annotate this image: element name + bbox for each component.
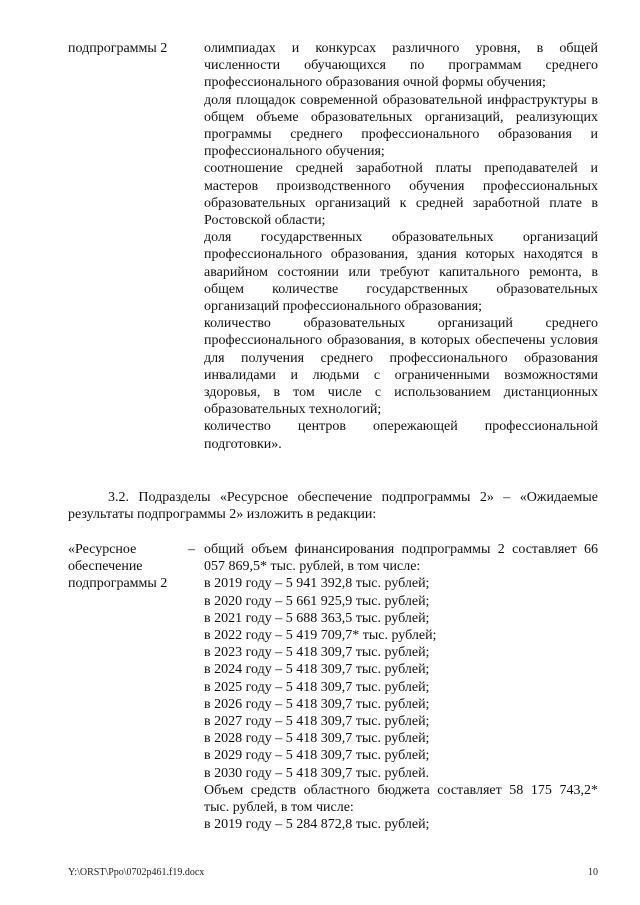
regional-funding-intro: Объем средств областного бюджета составляет 58 175 743,2* тыс. рублей, в том числе: bbox=[204, 782, 598, 816]
resource-label-line: подпрограммы 2 bbox=[68, 576, 168, 592]
funding-year-line: в 2021 году – 5 688 363,5 тыс. рублей; bbox=[204, 610, 430, 626]
page-number: 10 bbox=[588, 867, 598, 878]
resource-label-line: обеспечение bbox=[68, 559, 143, 575]
funding-year-line: в 2022 году – 5 419 709,7* тыс. рублей; bbox=[204, 628, 437, 644]
resource-content bbox=[204, 541, 598, 833]
resource-block bbox=[68, 541, 598, 841]
funding-year-line: в 2030 году – 5 418 309,7 тыс. рублей. bbox=[204, 765, 430, 781]
indicator-paragraph: количество центров опережающей профессиональной подготовки». bbox=[204, 419, 598, 452]
funding-year-line: в 2023 году – 5 418 309,7 тыс. рублей; bbox=[204, 645, 430, 661]
resource-label-line: «Ресурсное bbox=[68, 542, 137, 557]
funding-intro: общий объем финансирования подпрограммы 2 составляет 66 057 869,5* тыс. рублей, в том числе: bbox=[204, 542, 598, 575]
indicator-paragraph: количество образовательных организаций среднего профессионального образования, в которых обеспечены условия для получения среднего профессионального образования инвалидами и людьми с ограниченными возможностями здоровья, в том числе с использованием дистанционных образовательных технологий; bbox=[204, 316, 598, 418]
indicator-paragraph: соотношение средней заработной платы преподавателей и мастеров производственного обучения профессиональных образовательных организаций к средней заработной плате в Ростовской области; bbox=[204, 161, 598, 229]
indicator-paragraph: доля государственных образовательных организаций профессионального образования, здания которых находятся в аварийном состоянии или требуют капитального ремонта, в общем количестве государственных образовательных организаций профессионального образования; bbox=[204, 230, 598, 315]
indicators-content bbox=[204, 40, 598, 453]
funding-year-line: в 2028 году – 5 418 309,7 тыс. рублей; bbox=[204, 731, 430, 747]
indicator-paragraph: доля площадок современной образовательной инфраструктуры в общем объеме образовательных организаций, реализующих программы среднего профессионального образования и профессионального обучения; bbox=[204, 92, 598, 160]
funding-year-line: в 2026 году – 5 418 309,7 тыс. рублей; bbox=[204, 696, 430, 712]
footer-file-path: Y:\ORST\Ppo\0702p461.f19.docx bbox=[68, 867, 205, 878]
funding-year-line: в 2025 году – 5 418 309,7 тыс. рублей; bbox=[204, 679, 430, 695]
funding-year-line: в 2027 году – 5 418 309,7 тыс. рублей; bbox=[204, 714, 430, 730]
regional-year-line: в 2019 году – 5 284 872,8 тыс. рублей; bbox=[204, 817, 430, 833]
funding-year-line: в 2019 году – 5 941 392,8 тыс. рублей; bbox=[204, 576, 430, 592]
indicators-label: подпрограммы 2 bbox=[68, 41, 168, 56]
indicators-block bbox=[68, 40, 598, 480]
resource-label bbox=[68, 541, 190, 593]
funding-year-line: в 2024 году – 5 418 309,7 тыс. рублей; bbox=[204, 662, 430, 678]
funding-year-line: в 2029 году – 5 418 309,7 тыс. рублей; bbox=[204, 748, 430, 764]
section-heading: 3.2. Подразделы «Ресурсное обеспечение подпрограммы 2» – «Ожидаемые результаты подпрограммы 2» изложить в редакции: bbox=[68, 490, 598, 523]
dash-separator: – bbox=[188, 542, 195, 557]
funding-year-line: в 2020 году – 5 661 925,9 тыс. рублей; bbox=[204, 593, 430, 609]
indicator-paragraph: олимпиадах и конкурсах различного уровня, в общей численности обучающихся по программам среднего профессионального образования очной формы обучения; bbox=[204, 41, 598, 91]
